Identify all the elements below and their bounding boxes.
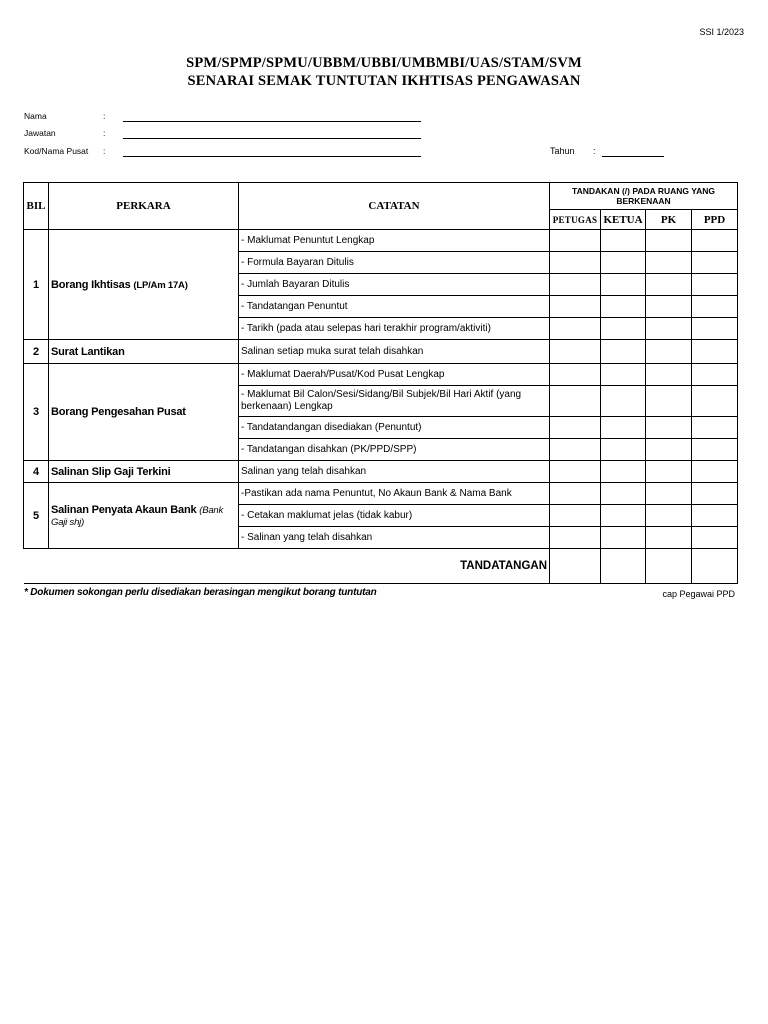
cap-pegawai-ppd: cap Pegawai PPD	[662, 589, 735, 599]
checkbox-ketua[interactable]	[601, 417, 646, 439]
signature-ppd[interactable]	[692, 549, 738, 584]
checkbox-pk[interactable]	[646, 364, 692, 386]
header-ketua: KETUA	[601, 210, 646, 230]
checkbox-pk[interactable]	[646, 417, 692, 439]
catatan-cell: Salinan yang telah disahkan	[239, 461, 550, 483]
field-nama-line[interactable]	[123, 121, 421, 122]
catatan-cell: - Jumlah Bayaran Ditulis	[239, 274, 550, 296]
checkbox-petugas[interactable]	[550, 417, 601, 439]
checkbox-ppd[interactable]	[692, 439, 738, 461]
table-row	[24, 483, 738, 505]
checkbox-ppd[interactable]	[692, 505, 738, 527]
checkbox-ppd[interactable]	[692, 386, 738, 417]
checkbox-pk[interactable]	[646, 439, 692, 461]
field-jawatan-label: Jawatan	[24, 128, 56, 138]
checkbox-ppd[interactable]	[692, 296, 738, 318]
checkbox-ketua[interactable]	[601, 505, 646, 527]
checkbox-ppd[interactable]	[692, 461, 738, 483]
field-kod-pusat-line[interactable]	[123, 156, 421, 157]
checkbox-petugas[interactable]	[550, 386, 601, 417]
table-row	[24, 461, 738, 483]
header-pk: PK	[646, 210, 692, 230]
checkbox-pk[interactable]	[646, 461, 692, 483]
checkbox-ketua[interactable]	[601, 296, 646, 318]
field-jawatan-line[interactable]	[123, 138, 421, 139]
checkbox-petugas[interactable]	[550, 296, 601, 318]
footnote: * Dokumen sokongan perlu disediakan berasingan mengikut borang tuntutan	[24, 587, 377, 598]
catatan-cell: Salinan setiap muka surat telah disahkan	[239, 340, 550, 364]
item-perkara-text: Salinan Penyata Akaun Bank	[51, 503, 197, 516]
item-perkara	[49, 483, 239, 549]
catatan-cell: - Formula Bayaran Ditulis	[239, 252, 550, 274]
checkbox-petugas[interactable]	[550, 274, 601, 296]
checkbox-ppd[interactable]	[692, 527, 738, 549]
checkbox-pk[interactable]	[646, 274, 692, 296]
item-perkara-note: (Bank Gaji shj)	[51, 504, 224, 528]
checkbox-petugas[interactable]	[550, 527, 601, 549]
checkbox-ppd[interactable]	[692, 364, 738, 386]
checkbox-ppd[interactable]	[692, 340, 738, 364]
checkbox-ppd[interactable]	[692, 252, 738, 274]
catatan-cell: - Tandatandangan disediakan (Penuntut)	[239, 417, 550, 439]
checkbox-pk[interactable]	[646, 318, 692, 340]
checkbox-petugas[interactable]	[550, 252, 601, 274]
field-jawatan[interactable]	[24, 128, 424, 142]
checkbox-ppd[interactable]	[692, 417, 738, 439]
catatan-cell: - Maklumat Penuntut Lengkap	[239, 230, 550, 252]
checkbox-ppd[interactable]	[692, 318, 738, 340]
checkbox-ketua[interactable]	[601, 340, 646, 364]
header-tindakan: TANDAKAN (/) PADA RUANG YANG BERKENAAN	[550, 183, 738, 210]
catatan-cell: - Cetakan maklumat jelas (tidak kabur)	[239, 505, 550, 527]
signature-petugas[interactable]	[550, 549, 601, 584]
header-catatan: CATATAN	[239, 183, 550, 230]
table-row	[24, 340, 738, 364]
checkbox-pk[interactable]	[646, 505, 692, 527]
catatan-cell: - Maklumat Daerah/Pusat/Kod Pusat Lengkap	[239, 364, 550, 386]
document-code: SSI 1/2023	[699, 27, 744, 37]
checkbox-petugas[interactable]	[550, 461, 601, 483]
checkbox-petugas[interactable]	[550, 318, 601, 340]
header-ppd: PPD	[692, 210, 738, 230]
checkbox-pk[interactable]	[646, 527, 692, 549]
catatan-cell: -Pastikan ada nama Penuntut, No Akaun Bank & Nama Bank	[239, 483, 550, 505]
item-number: 1	[24, 230, 49, 340]
item-perkara: Borang Pengesahan Pusat	[49, 364, 239, 461]
signature-label: TANDATANGAN	[24, 549, 550, 584]
colon: :	[103, 146, 106, 156]
field-nama-label: Nama	[24, 111, 47, 121]
catatan-cell: - Tandatangan disahkan (PK/PPD/SPP)	[239, 439, 550, 461]
checkbox-ketua[interactable]	[601, 527, 646, 549]
catatan-cell: - Salinan yang telah disahkan	[239, 527, 550, 549]
header-bil: BIL	[24, 183, 49, 230]
colon: :	[103, 111, 106, 121]
checkbox-ketua[interactable]	[601, 252, 646, 274]
item-perkara-text: Borang Ikhtisas	[51, 278, 131, 291]
signature-ketua[interactable]	[601, 549, 646, 584]
field-kod-pusat[interactable]	[24, 146, 424, 160]
item-perkara	[49, 230, 239, 340]
catatan-cell: - Maklumat Bil Calon/Sesi/Sidang/Bil Subjek/Bil Hari Aktif (yang berkenaan) Lengkap	[239, 386, 550, 417]
catatan-cell: - Tarikh (pada atau selepas hari terakhir program/aktiviti)	[239, 318, 550, 340]
colon: :	[103, 128, 106, 138]
checkbox-petugas[interactable]	[550, 483, 601, 505]
checkbox-ketua[interactable]	[601, 386, 646, 417]
checkbox-ketua[interactable]	[601, 274, 646, 296]
checkbox-pk[interactable]	[646, 340, 692, 364]
checkbox-ketua[interactable]	[601, 230, 646, 252]
checkbox-pk[interactable]	[646, 483, 692, 505]
checkbox-petugas[interactable]	[550, 340, 601, 364]
field-tahun[interactable]	[550, 146, 670, 160]
item-number: 4	[24, 461, 49, 483]
checkbox-ketua[interactable]	[601, 364, 646, 386]
header-perkara: PERKARA	[49, 183, 239, 230]
checkbox-ketua[interactable]	[601, 318, 646, 340]
checkbox-petugas[interactable]	[550, 364, 601, 386]
item-perkara: Salinan Slip Gaji Terkini	[49, 461, 239, 483]
table-row	[24, 364, 738, 386]
checkbox-ketua[interactable]	[601, 461, 646, 483]
field-tahun-line[interactable]	[602, 156, 664, 157]
checkbox-petugas[interactable]	[550, 439, 601, 461]
checkbox-pk[interactable]	[646, 252, 692, 274]
signature-row	[24, 549, 738, 584]
item-perkara: Surat Lantikan	[49, 340, 239, 364]
checkbox-ppd[interactable]	[692, 483, 738, 505]
checkbox-ppd[interactable]	[692, 274, 738, 296]
table-row	[24, 230, 738, 252]
checkbox-pk[interactable]	[646, 296, 692, 318]
title-checklist: SENARAI SEMAK TUNTUTAN IKHTISAS PENGAWASAN	[187, 73, 581, 89]
title-exam-codes: SPM/SPMP/SPMU/UBBM/UBBI/UMBMBI/UAS/STAM/SVM	[186, 55, 582, 71]
item-number: 2	[24, 340, 49, 364]
item-perkara-form-code: (LP/Am 17A)	[133, 279, 188, 291]
item-number: 3	[24, 364, 49, 461]
checkbox-ketua[interactable]	[601, 483, 646, 505]
checkbox-petugas[interactable]	[550, 230, 601, 252]
field-kod-pusat-label: Kod/Nama Pusat	[24, 146, 89, 156]
checkbox-ketua[interactable]	[601, 439, 646, 461]
checkbox-petugas[interactable]	[550, 505, 601, 527]
field-tahun-label: Tahun	[550, 146, 575, 156]
colon: :	[593, 146, 596, 156]
catatan-cell: - Tandatangan Penuntut	[239, 296, 550, 318]
checkbox-pk[interactable]	[646, 386, 692, 417]
checkbox-pk[interactable]	[646, 230, 692, 252]
checkbox-ppd[interactable]	[692, 230, 738, 252]
field-nama[interactable]	[24, 111, 424, 125]
item-number: 5	[24, 483, 49, 549]
header-row	[24, 183, 738, 210]
signature-pk[interactable]	[646, 549, 692, 584]
header-petugas: PETUGAS	[550, 210, 601, 230]
checklist-table	[23, 182, 738, 584]
